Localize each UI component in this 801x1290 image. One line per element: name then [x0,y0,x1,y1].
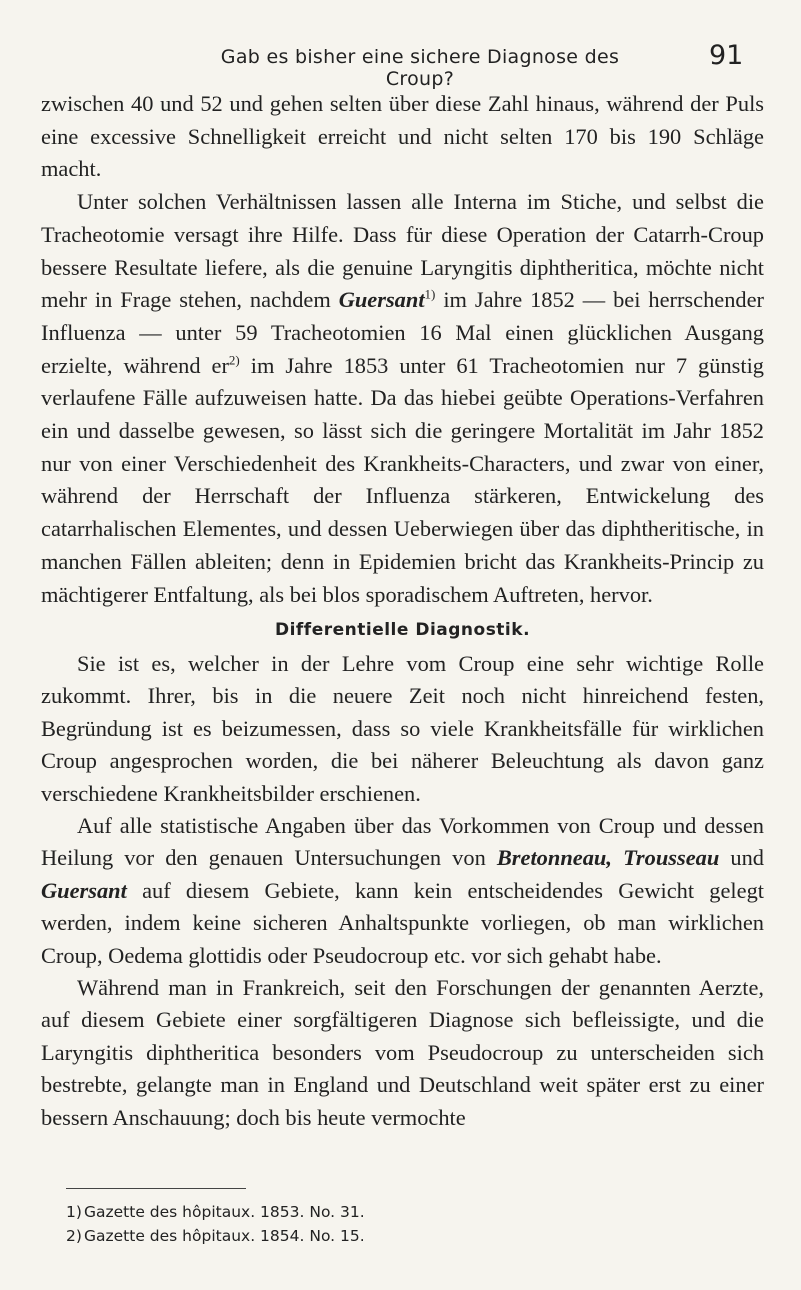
paragraph-2-part-b: im Jahre 1852 — bei herrschender Influenza — unter 59 Tracheotomien 16 Mal einen glücklichen Ausgang erzielte, während er [41,287,764,378]
paragraph-2 [41,186,764,611]
author-name-guersant-2: Guersant [41,877,127,903]
author-names-bretonneau-trousseau: Bretonneau, Trousseau [496,845,720,871]
paragraph-2-part-a: Unter solchen Verhältnissen lassen alle Interna im Stiche, und selbst die Tracheotomie versagt ihre Hilfe. Dass für diese Operation der Catarrh-Croup bessere Resultate liefere, als die genuine Laryngitis diphtheritica, möchte nicht mehr in Frage stehen, nachdem [41,189,764,313]
page-number: 91 [709,40,744,71]
running-head: Gab es bisher eine sichere Diagnose des Croup? [220,46,620,90]
footnote-ref-2[interactable]: 2) [228,352,240,368]
paragraph-4-part-a: Auf alle statistische Angaben über das Vorkommen von Croup und dessen Heilung vor den genauen Untersuchungen von [41,813,764,871]
author-name-guersant: Guersant [338,287,425,313]
paragraph-4-part-b: und [719,845,764,871]
paragraph-4-part-c: auf diesem Gebiete, kann kein entscheidendes Gewicht gelegt werden, indem keine sicheren Anhaltspunkte vorliegen, ob man wirklichen Croup, Oedema glottidis oder Pseudocroup etc. vor sich gehabt habe. [41,877,764,968]
footnote-text: Gazette des hôpitaux. 1854. No. 15. [84,1227,365,1245]
main-text [41,88,764,611]
paragraph-2-part-c: im Jahre 1853 unter 61 Tracheotomien nur 7 günstig verlaufene Fälle aufzuweisen hatte. Da das hiebei geübte Operations-Verfahren ein und dasselbe gewesen, so lässt sich die geringere Mortalität im Jahr 1852 nur von einer Verschiedenheit des Krankheits-Characters, und zwar von einer, während der Herrschaft der Influenza stärkeren, Entwickelung des catarrhalischen Elementes, und dessen Ueberwiegen über das diphtheritische, in manchen Fällen ableiten; denn in Epidemien bricht das Krankheits-Princip zu mächtigerer Entfaltung, als bei blos sporadischem Auftreten, hervor. [41,352,764,607]
section-heading: Differentielle Diagnostik. [274,620,531,640]
footnotes [66,1200,746,1248]
footnote-divider [66,1188,246,1189]
footnote-ref-1[interactable]: 1) [424,286,436,302]
footnote-mark: 1) [66,1203,82,1221]
footnote-mark: 2) [66,1227,82,1245]
section-text [41,648,764,1134]
footnote-1 [66,1200,746,1224]
footnote-text: Gazette des hôpitaux. 1853. No. 31. [84,1203,365,1221]
paragraph-4 [41,810,764,972]
footnote-2 [66,1224,746,1248]
paragraph-1: zwischen 40 und 52 und gehen selten über diese Zahl hinaus, während der Puls eine excessive Schnelligkeit erreicht und nicht selten 170 bis 190 Schläge macht. [41,91,764,182]
paragraph-3: Sie ist es, welcher in der Lehre vom Croup eine sehr wichtige Rolle zukommt. Ihrer, bis in die neuere Zeit noch nicht hinreichend festen, Begründung ist es beizumessen, dass so viele Krankheitsfälle für wirklichen Croup angesprochen worden, die bei näherer Beleuchtung als davon ganz verschiedene Krankheitsbilder erschienen. [41,651,764,806]
paragraph-5: Während man in Frankreich, seit den Forschungen der genannten Aerzte, auf diesem Gebiete einer sorgfältigeren Diagnose sich befleissigte, und die Laryngitis diphtheritica besonders vom Pseudocroup zu unterscheiden sich bestrebte, gelangte man in England und Deutschland weit später erst zu einer bessern Anschauung; doch bis heute vermochte [41,975,764,1130]
